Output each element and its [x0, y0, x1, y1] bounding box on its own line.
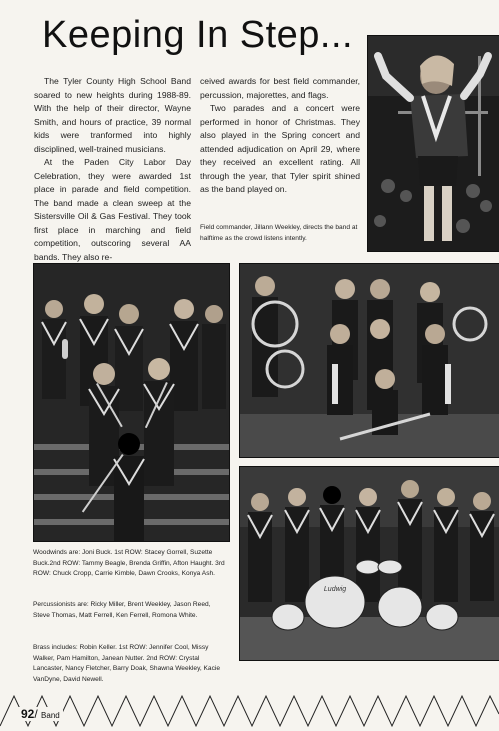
body-paragraph: At the Paden City Labor Day Celebration, they were awarded 1st place in parade and field competition. The band made a clean sweep at the Sistersville Oil & Gas Festival. They took first place in marching and field competition, outscoring several AA bands. They also re-: [34, 157, 191, 262]
page-headline: Keeping In Step...: [42, 14, 354, 56]
caption-percussion: Percussionists are: Ricky Miller, Brent Weekley, Jason Reed, Steve Thomas, Matt Ferrell, Ken Ferrell, Romona White.: [33, 601, 211, 619]
body-paragraph: ceived awards for best field commander, percussion, majorettes, and flags.: [200, 76, 360, 100]
section-name: Band: [41, 711, 60, 720]
drum-logo: Ludwig: [323, 586, 347, 593]
zigzag-footer-ornament: [0, 688, 499, 728]
folio-separator: /: [34, 707, 38, 721]
body-paragraph: Two parades and a concert were performed in honor of Christmas. They also played in the Spring concert and attended adjudication on April 29, where they received an excellent rating. All through the year, that Tyler spirit shined as the band played on.: [200, 103, 360, 194]
photo-caption-field-commander: Field commander, Jillann Weekley, directs the band at halftime as the crowd listens intently.: [200, 224, 358, 242]
photo-brass: [239, 263, 499, 458]
caption-brass: Brass includes: Robin Keller. 1st ROW: Jennifer Cool, Missy Walker, Pam Hamilton, Janean Nutter. 2nd ROW: Crystal Lancaster, Nancy Fletcher, Barry Doak, Shawna Weekley, Kacie VanDyne, David Newell.: [33, 644, 221, 683]
caption-woodwinds: Woodwinds are: Joni Buck. 1st ROW: Stacey Gorrell, Suzette Buck.2nd ROW: Tammy Beagle, Brenda Griffin, Afton Haught. 3rd ROW: Chuck Cropp, Carrie Kimble, Dawn Crooks, Konya Ash.: [33, 549, 225, 577]
body-column-1: [34, 75, 191, 264]
photo-percussion: [239, 466, 499, 661]
photo-field-commander: [367, 35, 499, 252]
page-number: 92: [21, 707, 35, 721]
page-folio: [18, 707, 63, 721]
body-paragraph: The Tyler County High School Band soared to new heights during 1988-89. With the help of their director, Wayne Smith, and hours of practice, 39 normal kids were tranformed into highly disciplined, well-trained musicians.: [34, 76, 191, 154]
photo-woodwinds: [33, 263, 230, 542]
body-column-2: [200, 75, 360, 197]
